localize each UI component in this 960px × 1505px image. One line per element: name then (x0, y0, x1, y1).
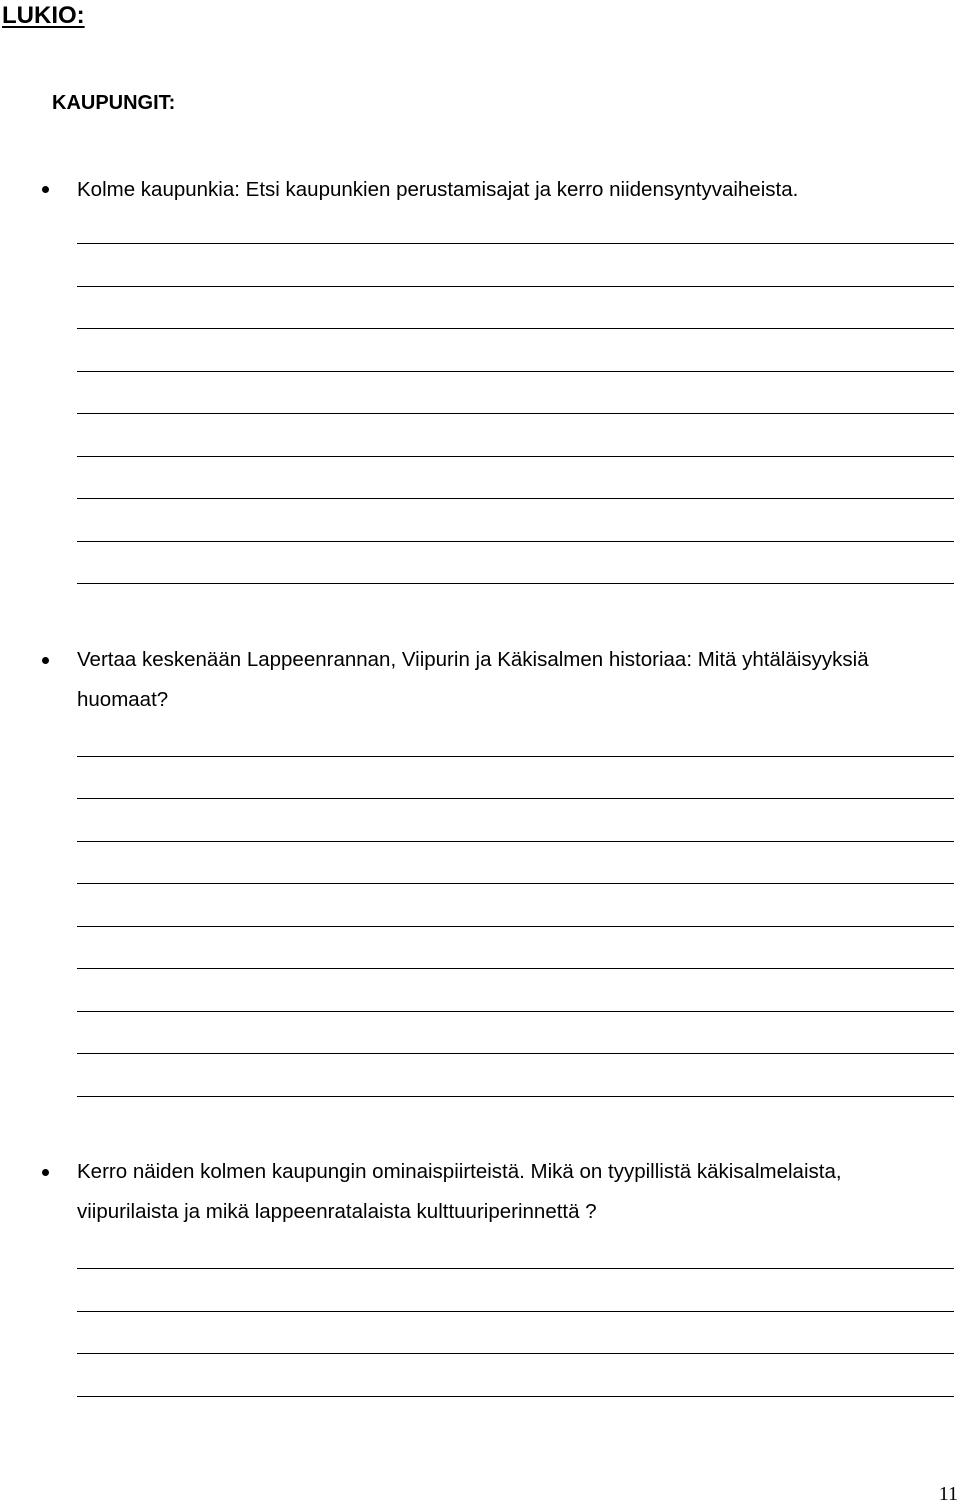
page-title: LUKIO: (2, 2, 85, 29)
answer-line[interactable] (77, 328, 954, 329)
question-3: Kerro näiden kolmen kaupungin ominaispiirteistä. Mikä on tyypillistä käkisalmelaista, viipurilaista ja mikä lappeenratalaista kulttuuriperinnettä ? (77, 1160, 842, 1223)
answer-line[interactable] (77, 371, 954, 372)
answer-line[interactable] (77, 1311, 954, 1312)
answer-line[interactable] (77, 841, 954, 842)
answer-line[interactable] (77, 968, 954, 969)
answer-line[interactable] (77, 541, 954, 542)
bullet-icon (42, 186, 49, 193)
answer-line[interactable] (77, 413, 954, 414)
answer-line[interactable] (77, 286, 954, 287)
section-subtitle: KAUPUNGIT: (52, 92, 176, 114)
answer-line[interactable] (77, 1353, 954, 1354)
answer-line[interactable] (77, 756, 954, 757)
question-2: Vertaa keskenään Lappeenrannan, Viipurin ja Käkisalmen historiaa: Mitä yhtäläisyyksiä huomaat? (77, 648, 869, 711)
bullet-icon (42, 657, 49, 664)
bullet-icon (42, 1169, 49, 1176)
answer-line[interactable] (77, 1396, 954, 1397)
answer-line[interactable] (77, 1011, 954, 1012)
answer-line[interactable] (77, 883, 954, 884)
page-number: 11 (938, 1483, 958, 1505)
answer-line[interactable] (77, 1096, 954, 1097)
answer-line[interactable] (77, 456, 954, 457)
answer-line[interactable] (77, 498, 954, 499)
question-1: Kolme kaupunkia: Etsi kaupunkien perustamisajat ja kerro niidensyntyvaiheista. (77, 178, 799, 201)
answer-line[interactable] (77, 926, 954, 927)
answer-line[interactable] (77, 583, 954, 584)
answer-line[interactable] (77, 1268, 954, 1269)
answer-line[interactable] (77, 243, 954, 244)
answer-line[interactable] (77, 1053, 954, 1054)
answer-line[interactable] (77, 798, 954, 799)
